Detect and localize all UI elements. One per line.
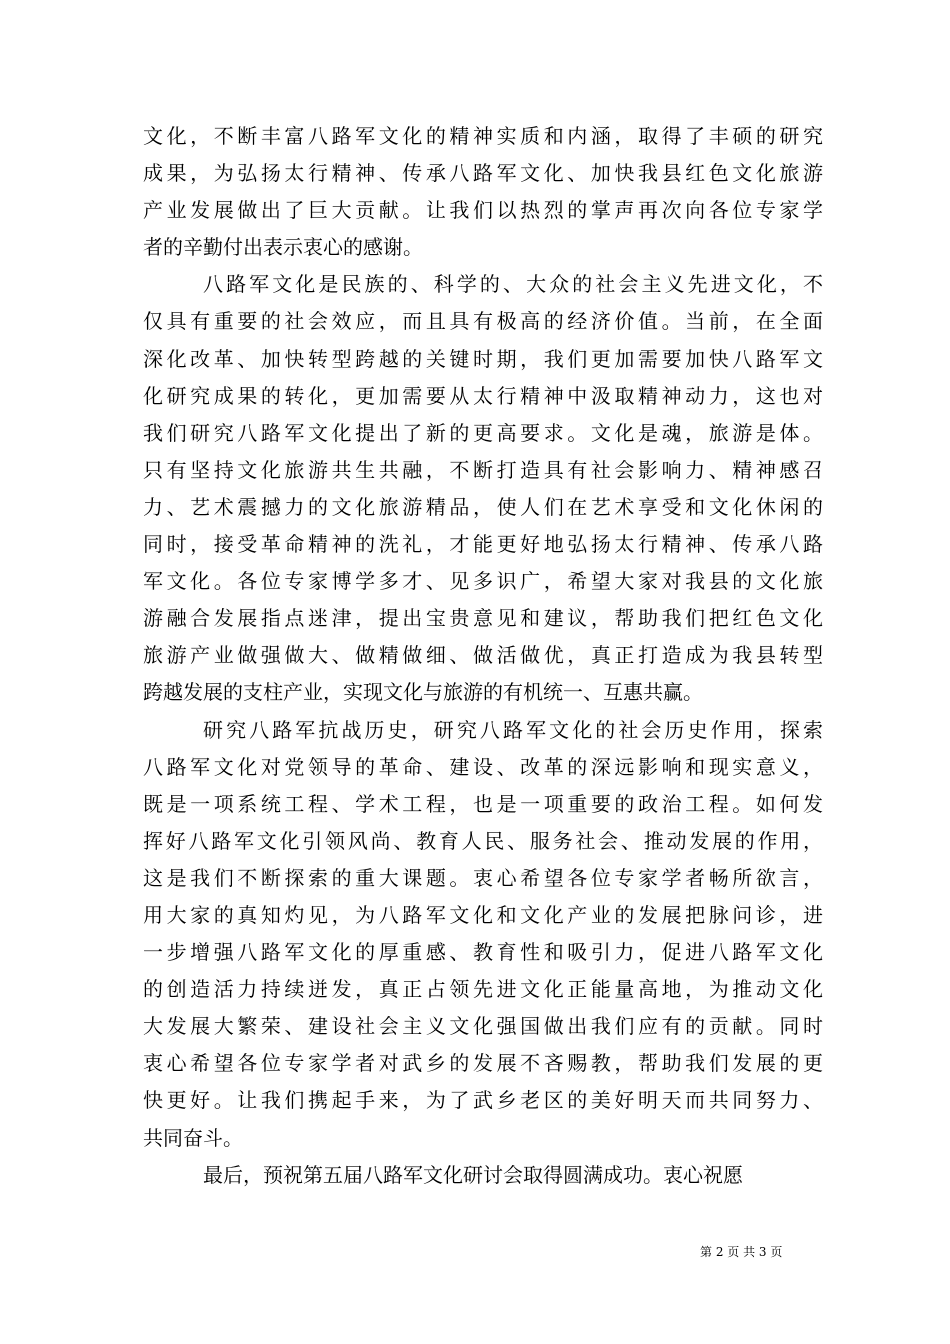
text-line: 挥好八路军文化引领风尚、教育人民、服务社会、推动发展的作用， — [143, 828, 823, 853]
text-line: 快更好。让我们携起手来，为了武乡老区的美好明天而共同努力、 — [143, 1088, 823, 1113]
page-footer — [700, 1244, 810, 1260]
text-line: 的创造活力持续迸发，真正占领先进文化正能量高地，为推动文化 — [143, 977, 823, 1002]
text-line: 跨越发展的支柱产业，实现文化与旅游的有机统一、互惠共赢。 — [143, 680, 703, 705]
text-line: 衷心希望各位专家学者对武乡的发展不吝赐教，帮助我们发展的更 — [143, 1051, 823, 1076]
text-line: 化研究成果的转化，更加需要从太行精神中汲取精神动力，这也对 — [143, 383, 823, 408]
paragraph-1 — [143, 118, 823, 266]
paragraph-3 — [143, 712, 823, 1157]
text-line: 既是一项系统工程、学术工程，也是一项重要的政治工程。如何发 — [143, 791, 823, 816]
text-line: 文化，不断丰富八路军文化的精神实质和内涵，取得了丰硕的研究 — [143, 124, 823, 148]
text-line: 成果，为弘扬太行精神、传承八路军文化、加快我县红色文化旅游 — [143, 161, 823, 186]
text-line: 游融合发展指点迷津，提出宝贵意见和建议，帮助我们把红色文化 — [143, 606, 823, 631]
text-line: 只有坚持文化旅游共生共融，不断打造具有社会影响力、精神感召 — [143, 457, 823, 482]
paragraph-4 — [143, 1157, 823, 1194]
text-line: 最后，预祝第五届八路军文化研讨会取得圆满成功。衷心祝愿 — [203, 1162, 743, 1187]
text-line: 我们研究八路军文化提出了新的更高要求。文化是魂，旅游是体。 — [143, 420, 823, 445]
text-line: 这是我们不断探索的重大课题。衷心希望各位专家学者畅所欲言， — [143, 865, 823, 890]
text-line: 八路军文化对党领导的革命、建设、改革的深远影响和现实意义， — [143, 754, 823, 779]
text-line: 产业发展做出了巨大贡献。让我们以热烈的掌声再次向各位专家学 — [143, 198, 823, 223]
text-line: 一步增强八路军文化的厚重感、教育性和吸引力，促进八路军文化 — [143, 940, 823, 965]
text-line: 军文化。各位专家博学多才、见多识广，希望大家对我县的文化旅 — [143, 569, 823, 594]
text-line: 同时，接受革命精神的洗礼，才能更好地弘扬太行精神、传承八路 — [143, 532, 823, 557]
text-line: 研究八路军抗战历史，研究八路军文化的社会历史作用，探索 — [203, 717, 823, 742]
document-body — [143, 118, 823, 1194]
text-line: 仅具有重要的社会效应，而且具有极高的经济价值。当前，在全面 — [143, 309, 823, 334]
text-line: 力、艺术震撼力的文化旅游精品，使人们在艺术享受和文化休闲的 — [143, 494, 823, 519]
text-line: 八路军文化是民族的、科学的、大众的社会主义先进文化，不 — [203, 272, 823, 297]
text-line: 用大家的真知灼见，为八路军文化和文化产业的发展把脉问诊，进 — [143, 902, 823, 927]
text-line: 深化改革、加快转型跨越的关键时期，我们更加需要加快八路军文 — [143, 346, 823, 371]
page-number-indicator: 第 2 页 共 3 页 — [700, 1245, 783, 1259]
paragraph-2 — [143, 266, 823, 711]
text-line: 大发展大繁荣、建设社会主义文化强国做出我们应有的贡献。同时 — [143, 1014, 823, 1039]
text-line: 旅游产业做强做大、做精做细、做活做优，真正打造成为我县转型 — [143, 643, 823, 668]
text-line: 者的辛勤付出表示衷心的感谢。 — [143, 235, 423, 260]
text-line: 共同奋斗。 — [143, 1125, 243, 1150]
